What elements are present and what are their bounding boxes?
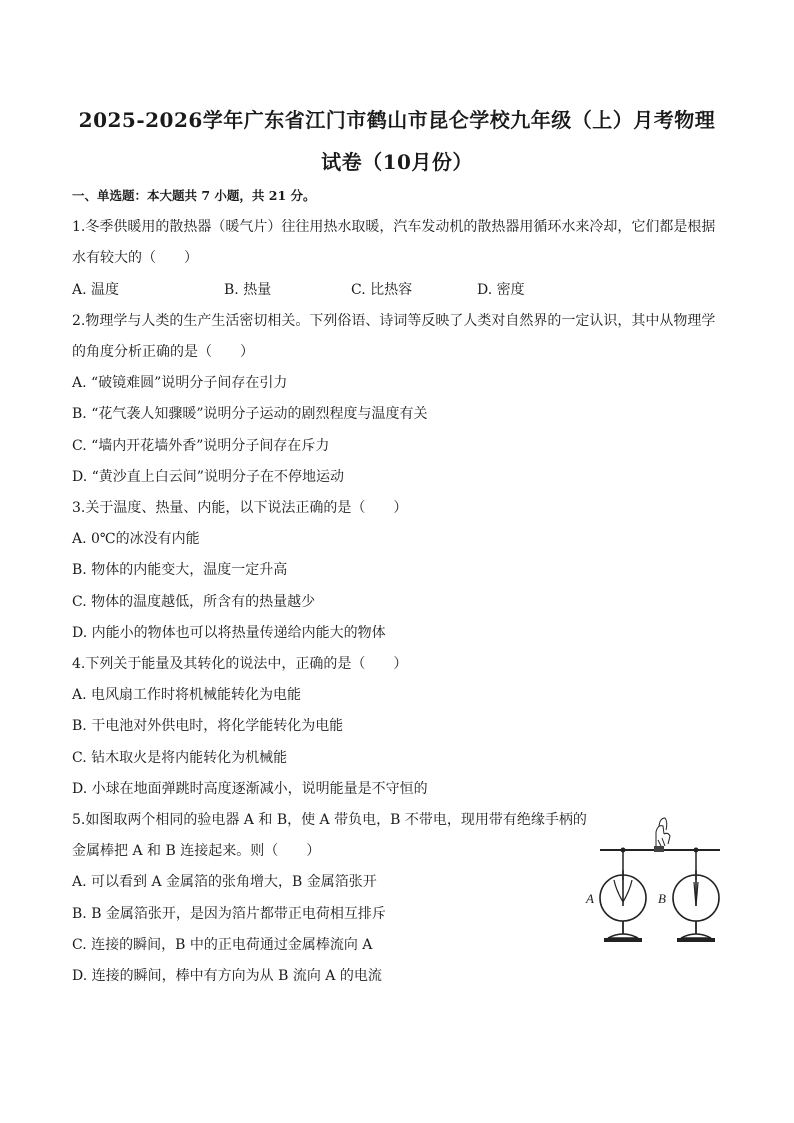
q3-stem: 3.关于温度、热量、内能，以下说法正确的是（ ） (72, 500, 408, 516)
q5-option-a: A. 可以看到 A 金属箔的张角增大，B 金属箔张开 (72, 874, 377, 890)
q2-option-c: C. “墙内开花墙外香”说明分子间存在斥力 (72, 438, 330, 454)
q4-option-c: C. 钻木取火是将内能转化为机械能 (72, 750, 288, 766)
q1-option-b: B. 热量 (224, 282, 272, 298)
q3-option-a: A. 0℃的冰没有内能 (72, 531, 200, 547)
q4-option-d: D. 小球在地面弹跳时高度逐渐减小，说明能量是不守恒的 (72, 781, 428, 797)
foil-a-right (623, 880, 632, 902)
q3-option-d: D. 内能小的物体也可以将热量传递给内能大的物体 (72, 625, 386, 641)
q1-option-a: A. 温度 (72, 282, 120, 298)
insulating-handle (654, 846, 664, 852)
q1-stem-line1: 1.冬季供暖用的散热器（暖气片）往往用热水取暖，汽车发动机的散热器用循环水来冷却，它们都是根据 (72, 219, 716, 235)
q5-option-c: C. 连接的瞬间，B 中的正电荷通过金属棒流向 A (72, 937, 373, 953)
q2-stem-line1: 2.物理学与人类的生产生活密切相关。下列俗语、诗词等反映了人类对自然界的一定认识，其中从物理学 (72, 313, 716, 329)
q4-option-a: A. 电风扇工作时将机械能转化为电能 (72, 687, 302, 703)
exam-title-line2: 试卷（10月份） (321, 150, 473, 174)
electroscope-figure (578, 810, 728, 950)
q2-option-d: D. “黄沙直上白云间”说明分子在不停地运动 (72, 469, 344, 485)
q5-stem-line1: 5.如图取两个相同的验电器 A 和 B，使 A 带负电，B 不带电，现用带有绝缘手柄的 (72, 812, 587, 828)
q5-option-b: B. B 金属箔张开，是因为箔片都带正电荷相互排斥 (72, 906, 386, 922)
label-b: B (658, 891, 666, 906)
q3-option-c: C. 物体的温度越低，所含有的热量越少 (72, 594, 316, 610)
q4-option-b: B. 干电池对外供电时，将化学能转化为电能 (72, 718, 344, 734)
q1-stem-line2: 水有较大的（ ） (72, 250, 198, 266)
electroscope-a (600, 848, 646, 943)
hand-icon (656, 818, 670, 849)
section-heading: 一、单选题：本大题共 7 小题，共 21 分。 (72, 188, 316, 203)
q5-stem-line2: 金属棒把 A 和 B 连接起来。则（ ） (72, 843, 321, 859)
q2-stem-line2: 的角度分析正确的是（ ） (72, 344, 254, 360)
q5-option-d: D. 连接的瞬间，棒中有方向为从 B 流向 A 的电流 (72, 968, 382, 984)
exam-title-line1: 2025-2026学年广东省江门市鹤山市昆仑学校九年级（上）月考物理 (78, 108, 716, 132)
electroscope-diagram (578, 810, 728, 950)
q2-option-b: B. “花气袭人知骤暖”说明分子运动的剧烈程度与温度有关 (72, 406, 428, 422)
q4-stem: 4.下列关于能量及其转化的说法中，正确的是（ ） (72, 656, 408, 672)
q2-option-a: A. “破镜难圆”说明分子间存在引力 (72, 375, 288, 391)
electroscope-b (673, 848, 719, 943)
label-a: A (586, 891, 594, 906)
q3-option-b: B. 物体的内能变大，温度一定升高 (72, 562, 288, 578)
q1-option-c: C. 比热容 (351, 282, 413, 298)
q1-option-d: D. 密度 (477, 282, 525, 298)
foil-a-left (614, 880, 623, 902)
